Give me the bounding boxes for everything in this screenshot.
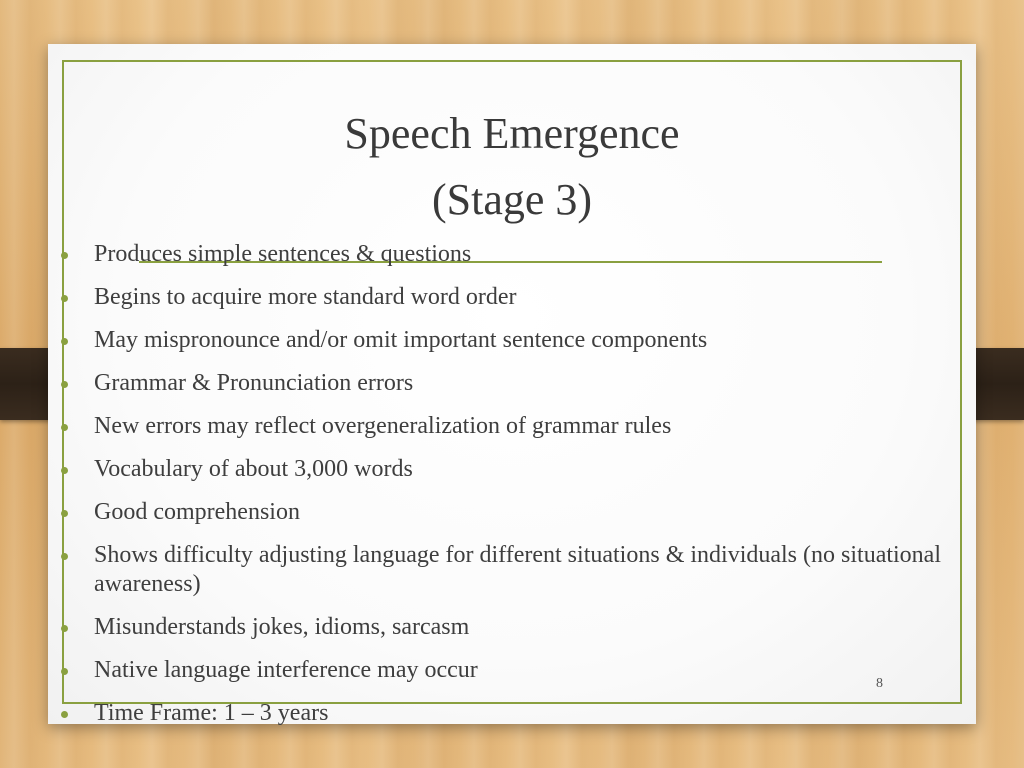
bullet-item: Misunderstands jokes, idioms, sarcasm [94,613,964,642]
bullet-item: Shows difficulty adjusting language for different situations & individuals (no situational awareness) [94,541,964,599]
bullet-item: Native language interference may occur [94,656,964,685]
bullet-item: Good comprehension [94,498,964,527]
bullet-item: Produces simple sentences & questions [94,240,964,269]
bullet-item: Time Frame: 1 – 3 years [94,699,964,728]
bullet-item: Begins to acquire more standard word order [94,283,964,312]
slide-number: 8 [876,676,883,691]
bullet-item: Grammar & Pronunciation errors [94,369,964,398]
bullet-item: Vocabulary of about 3,000 words [94,455,964,484]
slide-title-line2: (Stage 3) [431,175,593,224]
bullet-item: May mispronounce and/or omit important sentence components [94,326,964,355]
bullet-item: New errors may reflect overgeneralization of grammar rules [94,412,964,441]
slide-title-line1: Speech Emergence [344,109,680,158]
bullet-list [94,240,964,742]
